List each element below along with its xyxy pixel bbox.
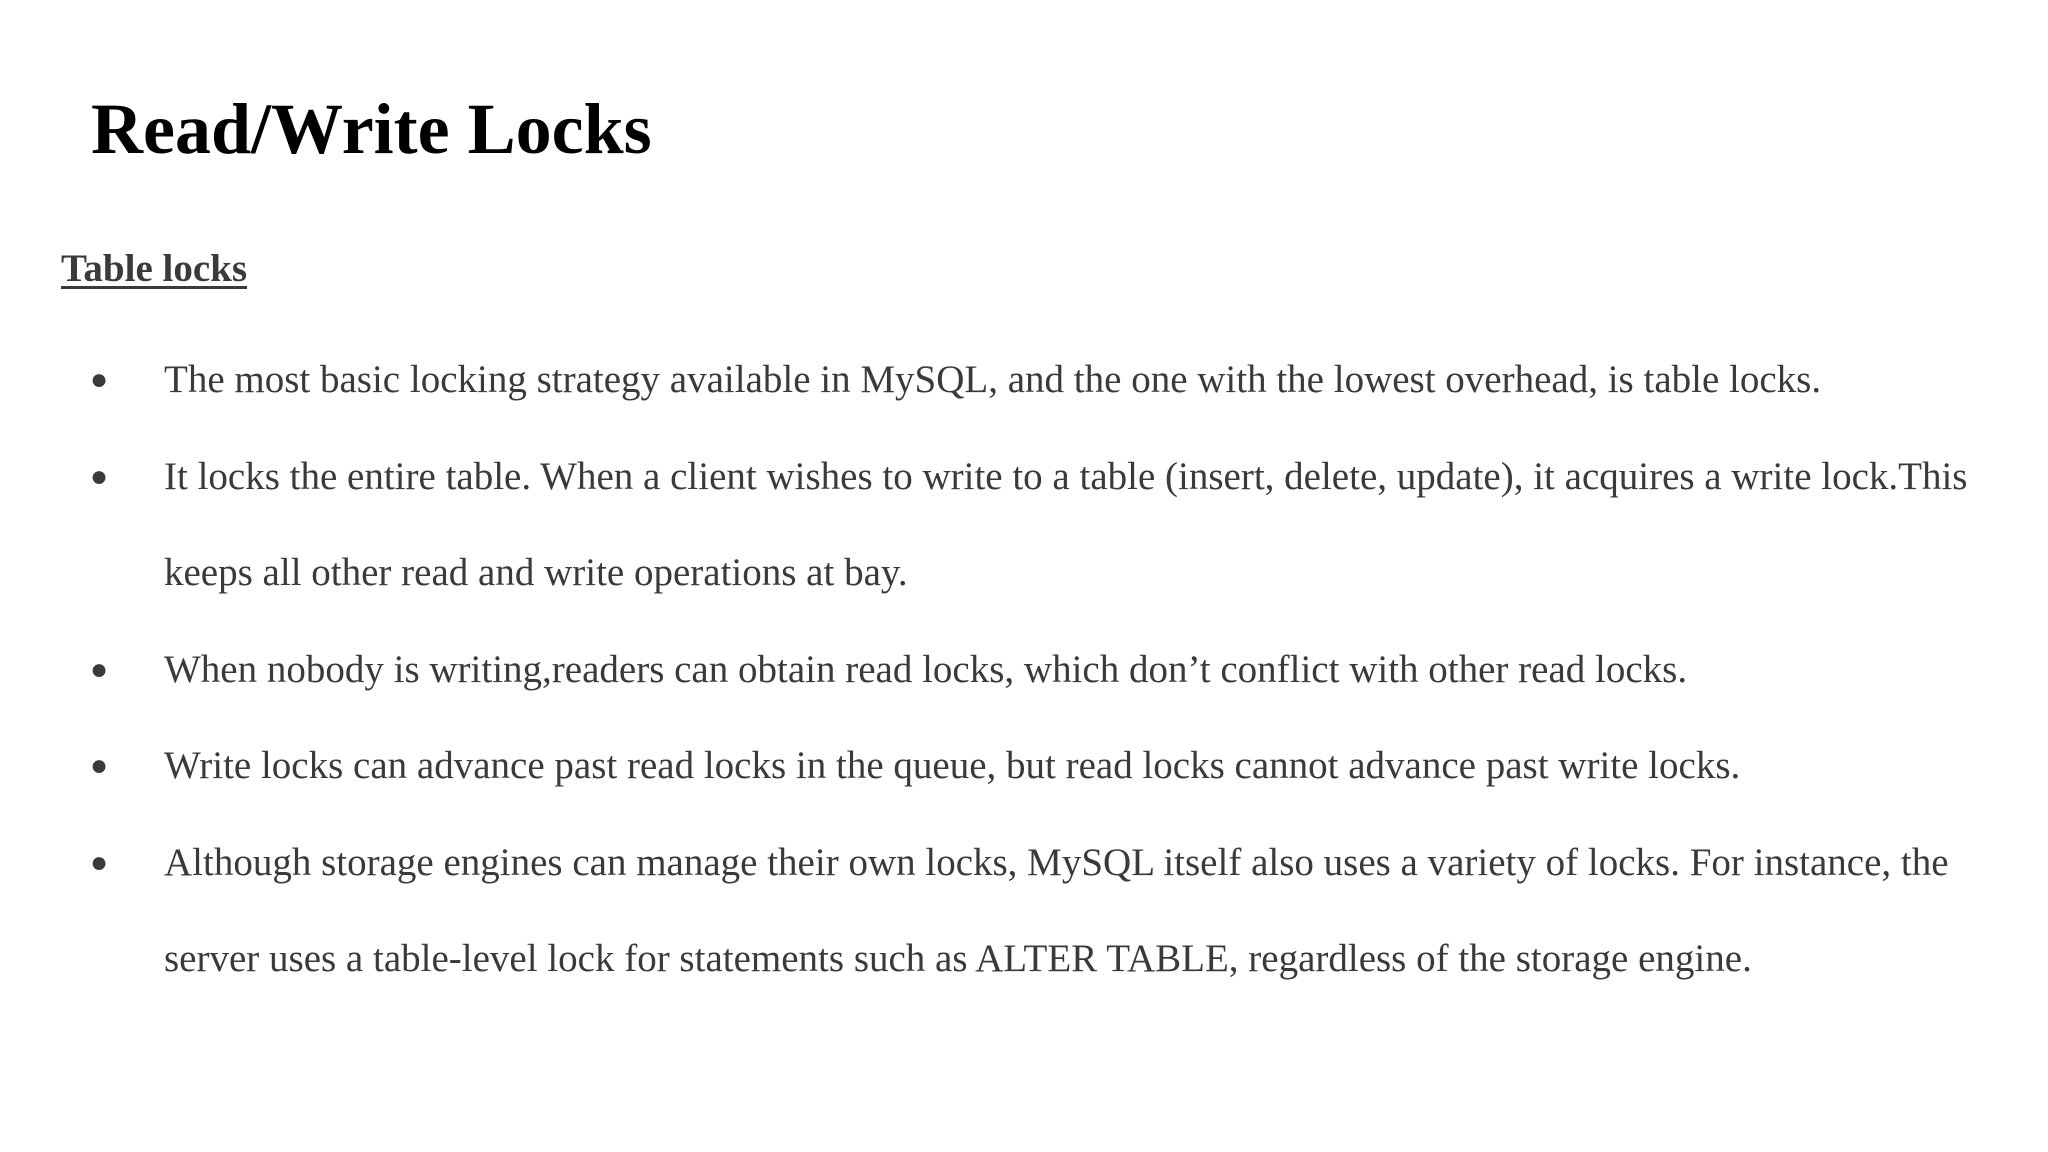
- bullet-dot-icon: ●: [90, 652, 109, 686]
- bullet-text-line: Write locks can advance past read locks in the queue, but read locks cannot advance past write locks.: [164, 744, 1741, 787]
- bullet-item-3: [0, 622, 2048, 719]
- bullet-dot-icon: ●: [90, 459, 109, 493]
- bullet-list: [0, 332, 2048, 1008]
- bullet-text-line: server uses a table-level lock for statements such as ALTER TABLE, regardless of the storage engine.: [164, 937, 1752, 980]
- bullet-text-line: The most basic locking strategy available in MySQL, and the one with the lowest overhead, is table locks.: [164, 358, 1822, 401]
- bullet-text-line: keeps all other read and write operations at bay.: [164, 551, 908, 594]
- bullet-item-5: [0, 815, 2048, 1008]
- bullet-item-2: [0, 429, 2048, 622]
- bullet-dot-icon: ●: [90, 845, 109, 879]
- bullet-text-line: It locks the entire table. When a client wishes to write to a table (insert, delete, update), it acquires a write lock.This: [164, 454, 1968, 498]
- bullet-dot-icon: ●: [90, 749, 109, 782]
- bullet-text-line: Although storage engines can manage their own locks, MySQL itself also uses a variety of locks. For instance, the: [164, 840, 1949, 884]
- bullet-item-1: [0, 332, 2048, 429]
- bullet-item-4: [0, 718, 2048, 815]
- section-heading: Table locks: [61, 247, 248, 290]
- bullet-text-line: When nobody is writing,readers can obtain read locks, which don’t conflict with other read locks.: [164, 647, 1688, 691]
- bullet-dot-icon: ●: [90, 363, 109, 396]
- slide-title: Read/Write Locks: [91, 89, 652, 169]
